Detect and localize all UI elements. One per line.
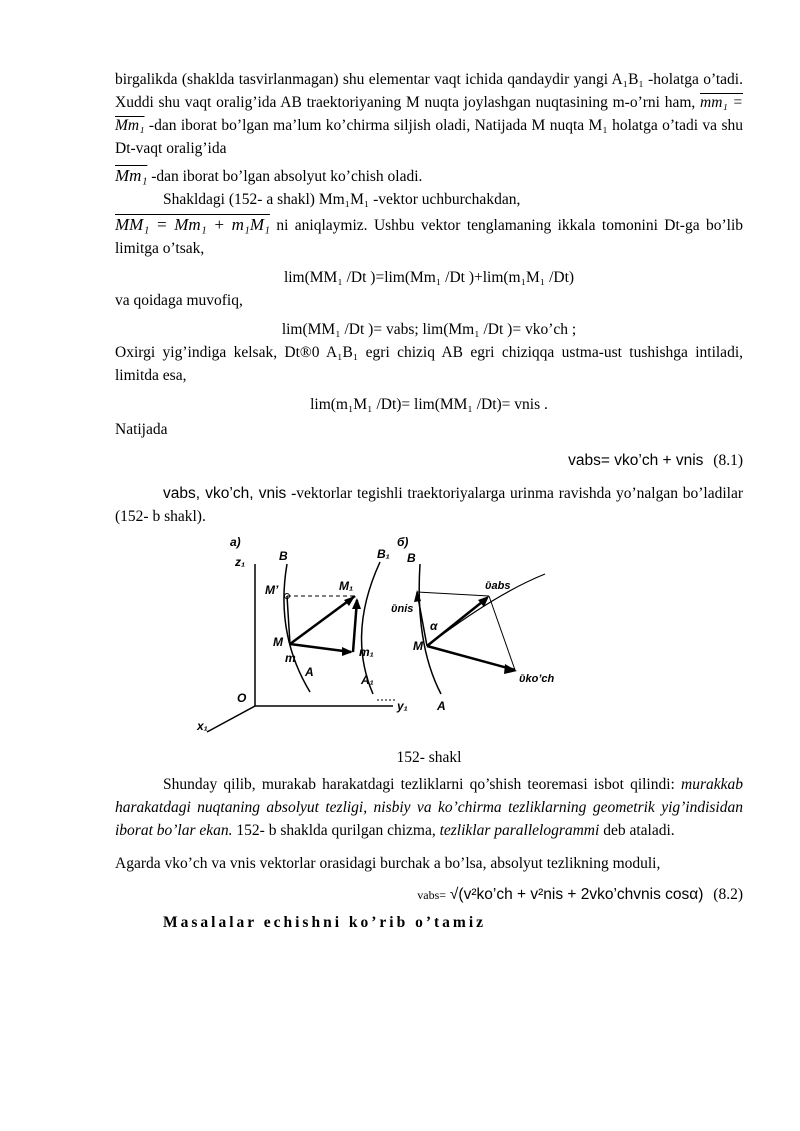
paragraph-1 [115,68,743,160]
paragraph-8 [115,773,743,842]
p8-italic2: tezliklar parallelogrammi [439,822,600,839]
figure-152 [115,534,743,744]
fig-a-x1: x₁ [197,719,208,733]
equation-1: lim(MM₁ /Dt )=lim(Mm₁ /Dt )+lim(m₁M₁ /Dt) [283,269,575,286]
fig-a-m: m [285,651,296,665]
p8-italic: murakkab harakatdagi nuqtaning absolyut tezligi, nisbiy va ko’chirma tezliklarning geometrik yig’indisidan iborat bo’lar ekan. [115,776,743,839]
fig-b-B: B [407,551,416,565]
fig-b-alpha: α [430,619,438,633]
paragraph-2: Shakldagi (152- a shakl) Mm₁M₁ -vektor uchburchakdan, [163,191,521,208]
paragraph-7 [115,482,743,528]
fig-b-label: б) [397,535,409,549]
fig-a-B: B [279,549,288,563]
p8-start: Shunday qilib, murakab harakatdagi tezliklarni qo’shish teoremasi isbot qilindi: [163,776,675,793]
fig-a-B1: B₁ [377,547,390,561]
p1-formula: mm₁ = Mm₁ [115,94,743,134]
fig-b-v-koch: ῡko’ch [519,673,555,685]
equation-4-row [115,449,743,472]
fig-a-label: a) [230,535,241,549]
p7-vectors: vabs, vko’ch, vnis [163,485,287,502]
equation-3: lim(m₁M₁ /Dt)= lim(MM₁ /Dt)= vnis . [310,396,548,413]
fig-a-z1: z₁ [235,555,246,569]
p1-end: -dan iborat bo’lgan absolyut ko’chish oladi. [151,168,423,185]
fig-a-M1: M₁ [339,579,354,593]
fig-b-v-abs: ῡabs [485,580,511,592]
p1-text: birgalikda (shaklda tasvirlanmagan) shu elementar vaqt ichida qandaydir yangi A₁B₁ -holatga o’tadi. Xuddi shu vaqt oralig’ida AB traektoriyaning M nuqta joylashgan nuqtasining m-o’rni ham, [115,71,743,111]
p1-vector: Mm₁ [115,166,148,185]
p8-mid: 152- b shaklda qurilgan chizma, [236,822,436,839]
fig-a-M-prime: M’ [265,583,279,597]
paragraph-4: va qoidaga muvofiq, [115,292,243,309]
paragraph-5: Oxirgi yig’indiga kelsak, Dt®0 A₁B₁ egri chiziq AB egri chiziqqa ustma-ust tushishga intiladi, limitda esa, [115,344,743,384]
equation-2: lim(MM₁ /Dt )= vabs; lim(Mm₁ /Dt )= vko’ch ; [281,321,577,338]
paragraph-1b [115,164,743,188]
fig-a-O: O [237,691,247,705]
p1-cont: -dan iborat bo’lgan ma’lum ko’chirma siljish oladi, Natijada M nuqta M₁ holatga o’tadi va shu Dt-vaqt oralig’ida [115,117,743,157]
section-heading: Masalalar echishni ko’rib o’tamiz [163,914,487,931]
fig-b-v-nis: ῡnis [391,603,414,615]
equation-5-number: (8.2) [713,886,743,903]
fig-b-A: A [437,699,446,713]
paragraph-9: Agarda vko’ch va vnis vektorlar orasidagi burchak a bo’lsa, absolyut tezlikning moduli, [115,855,661,872]
figure-caption: 152- shakl [396,749,462,766]
paragraph-3 [115,213,743,260]
fig-b-M: M [413,639,423,653]
p8-end: deb ataladi. [603,822,675,839]
equation-5-row [115,883,743,907]
equation-5: √(v²ko’ch + v²nis + 2vko’chvnis cosα) [449,886,704,903]
p3-text: ni aniqlaymiz. Ushbu vektor tenglamaning ikkala tomonini Dt-ga bo’lib limitga o’tsak, [115,217,744,257]
p7-text: -vektorlar tegishli traektoriyalarga urinma ravishda yo’nalgan bo’ladilar (152- b shakl). [115,485,744,525]
equation-4: vabs= vko’ch + vnis [568,452,704,469]
paragraph-6: Natijada [115,421,168,438]
equation-5-left: vabs= [417,888,447,902]
equation-4-number: (8.1) [713,452,743,469]
fig-a-M: M [273,635,283,649]
fig-a-y1: y₁ [397,699,408,713]
p3-formula: MM₁ = Mm₁ + m₁M₁ [115,215,270,234]
fig-a-m1: m₁ [359,645,374,659]
figure-152-drawing [115,534,743,744]
document-page [115,68,743,934]
fig-a-A: A [305,665,314,679]
fig-a-A1: A₁ [361,673,374,687]
